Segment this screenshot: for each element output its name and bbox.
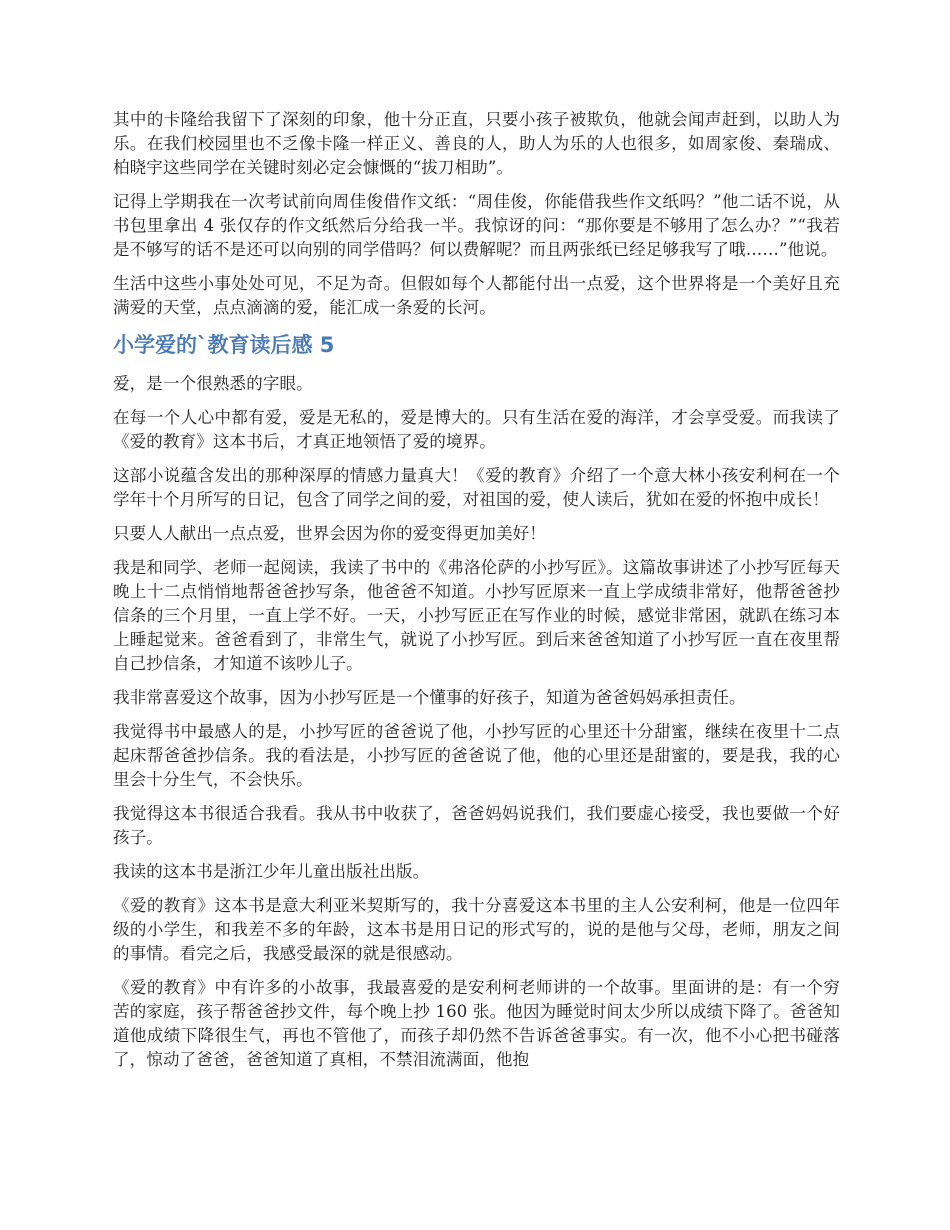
paragraph: 我觉得这本书很适合我看。我从书中收获了，爸爸妈妈说我们，我们要虚心接受，我也要做一个好孩子。 (113, 804, 840, 847)
paragraph: 爱，是一个很熟悉的字眼。 (113, 374, 313, 393)
paragraph: 记得上学期我在一次考试前向周佳俊借作文纸：“周佳俊，你能借我些作文纸吗？”他二话不说，从书包里拿出 4 张仅存的作文纸然后分给我一半。我惊讶的问：“那你要是不够用了怎么办？”“我若是不够写的话不是还可以向别的同学借吗？何以费解呢？而且两张纸已经足够我写了哦……”他说。 (113, 192, 840, 259)
paragraph: 《爱的教育》中有许多的小故事，我最喜爱的是安利柯老师讲的一个故事。里面讲的是：有一个穷苦的家庭，孩子帮爸爸抄文件，每个晚上抄 160 张。他因为睡觉时间太少所以成绩下降了。爸爸知道他成绩下降很生气，再也不管他了，而孩子却仍然不告诉爸爸事实。有一次，他不小心把书碰落了，惊动了爸爸，爸爸知道了真相，不禁泪流满面，他抱 (113, 978, 840, 1069)
document-page (113, 108, 840, 1082)
paragraph: 我非常喜爱这个故事，因为小抄写匠是一个懂事的好孩子，知道为爸爸妈妈承担责任。 (113, 688, 746, 707)
paragraph: 我觉得书中最感人的是，小抄写匠的爸爸说了他，小抄写匠的心里还十分甜蜜，继续在夜里十二点起床帮爸爸抄信条。我的看法是，小抄写匠的爸爸说了他，他的心里还是甜蜜的，要是我，我的心里会十分生气，不会快乐。 (113, 722, 840, 789)
paragraph: 《爱的教育》这本书是意大利亚米契斯写的，我十分喜爱这本书里的主人公安利柯，他是一位四年级的小学生，和我差不多的年龄，这本书是用日记的形式写的，说的是他与父母，老师，朋友之间的事情。看完之后，我感受最深的就是很感动。 (113, 896, 840, 963)
paragraph: 我读的这本书是浙江少年儿童出版社出版。 (113, 862, 430, 881)
paragraph: 在每一个人心中都有爱，爱是无私的，爱是博大的。只有生活在爱的海洋，才会享受爱。而我读了《爱的教育》这本书后，才真正地领悟了爱的境界。 (113, 408, 840, 451)
paragraph: 生活中这些小事处处可见，不足为奇。但假如每个人都能付出一点爱，这个世界将是一个美好且充满爱的天堂，点点滴滴的爱，能汇成一条爱的长河。 (113, 274, 840, 317)
paragraph: 这部小说蕴含发出的那种深厚的情感力量真大！《爱的教育》介绍了一个意大林小孩安利柯在一个学年十个月所写的日记，包含了同学之间的爱，对祖国的爱，使人读后，犹如在爱的怀抱中成长！ (113, 466, 840, 509)
paragraph: 只要人人献出一点点爱，世界会因为你的爱变得更加美好！ (113, 524, 546, 543)
section-heading: 小学爱的`教育读后感 5 (113, 333, 335, 357)
paragraph: 我是和同学、老师一起阅读，我读了书中的《弗洛伦萨的小抄写匠》。这篇故事讲述了小抄写匠每天晚上十二点悄悄地帮爸爸抄写条，他爸爸不知道。小抄写匠原来一直上学成绩非常好，他帮爸爸抄信条的三个月里，一直上学不好。一天，小抄写匠正在写作业的时候，感觉非常困，就趴在练习本上睡起觉来。爸爸看到了，非常生气，就说了小抄写匠。到后来爸爸知道了小抄写匠一直在夜里帮自己抄信条，才知道不该吵儿子。 (113, 558, 840, 673)
paragraph: 其中的卡隆给我留下了深刻的印象，他十分正直，只要小孩子被欺负，他就会闻声赶到，以助人为乐。在我们校园里也不乏像卡隆一样正义、善良的人，助人为乐的人也很多，如周家俊、秦瑞成、柏晓宇这些同学在关键时刻必定会慷慨的“拔刀相助”。 (113, 110, 840, 177)
